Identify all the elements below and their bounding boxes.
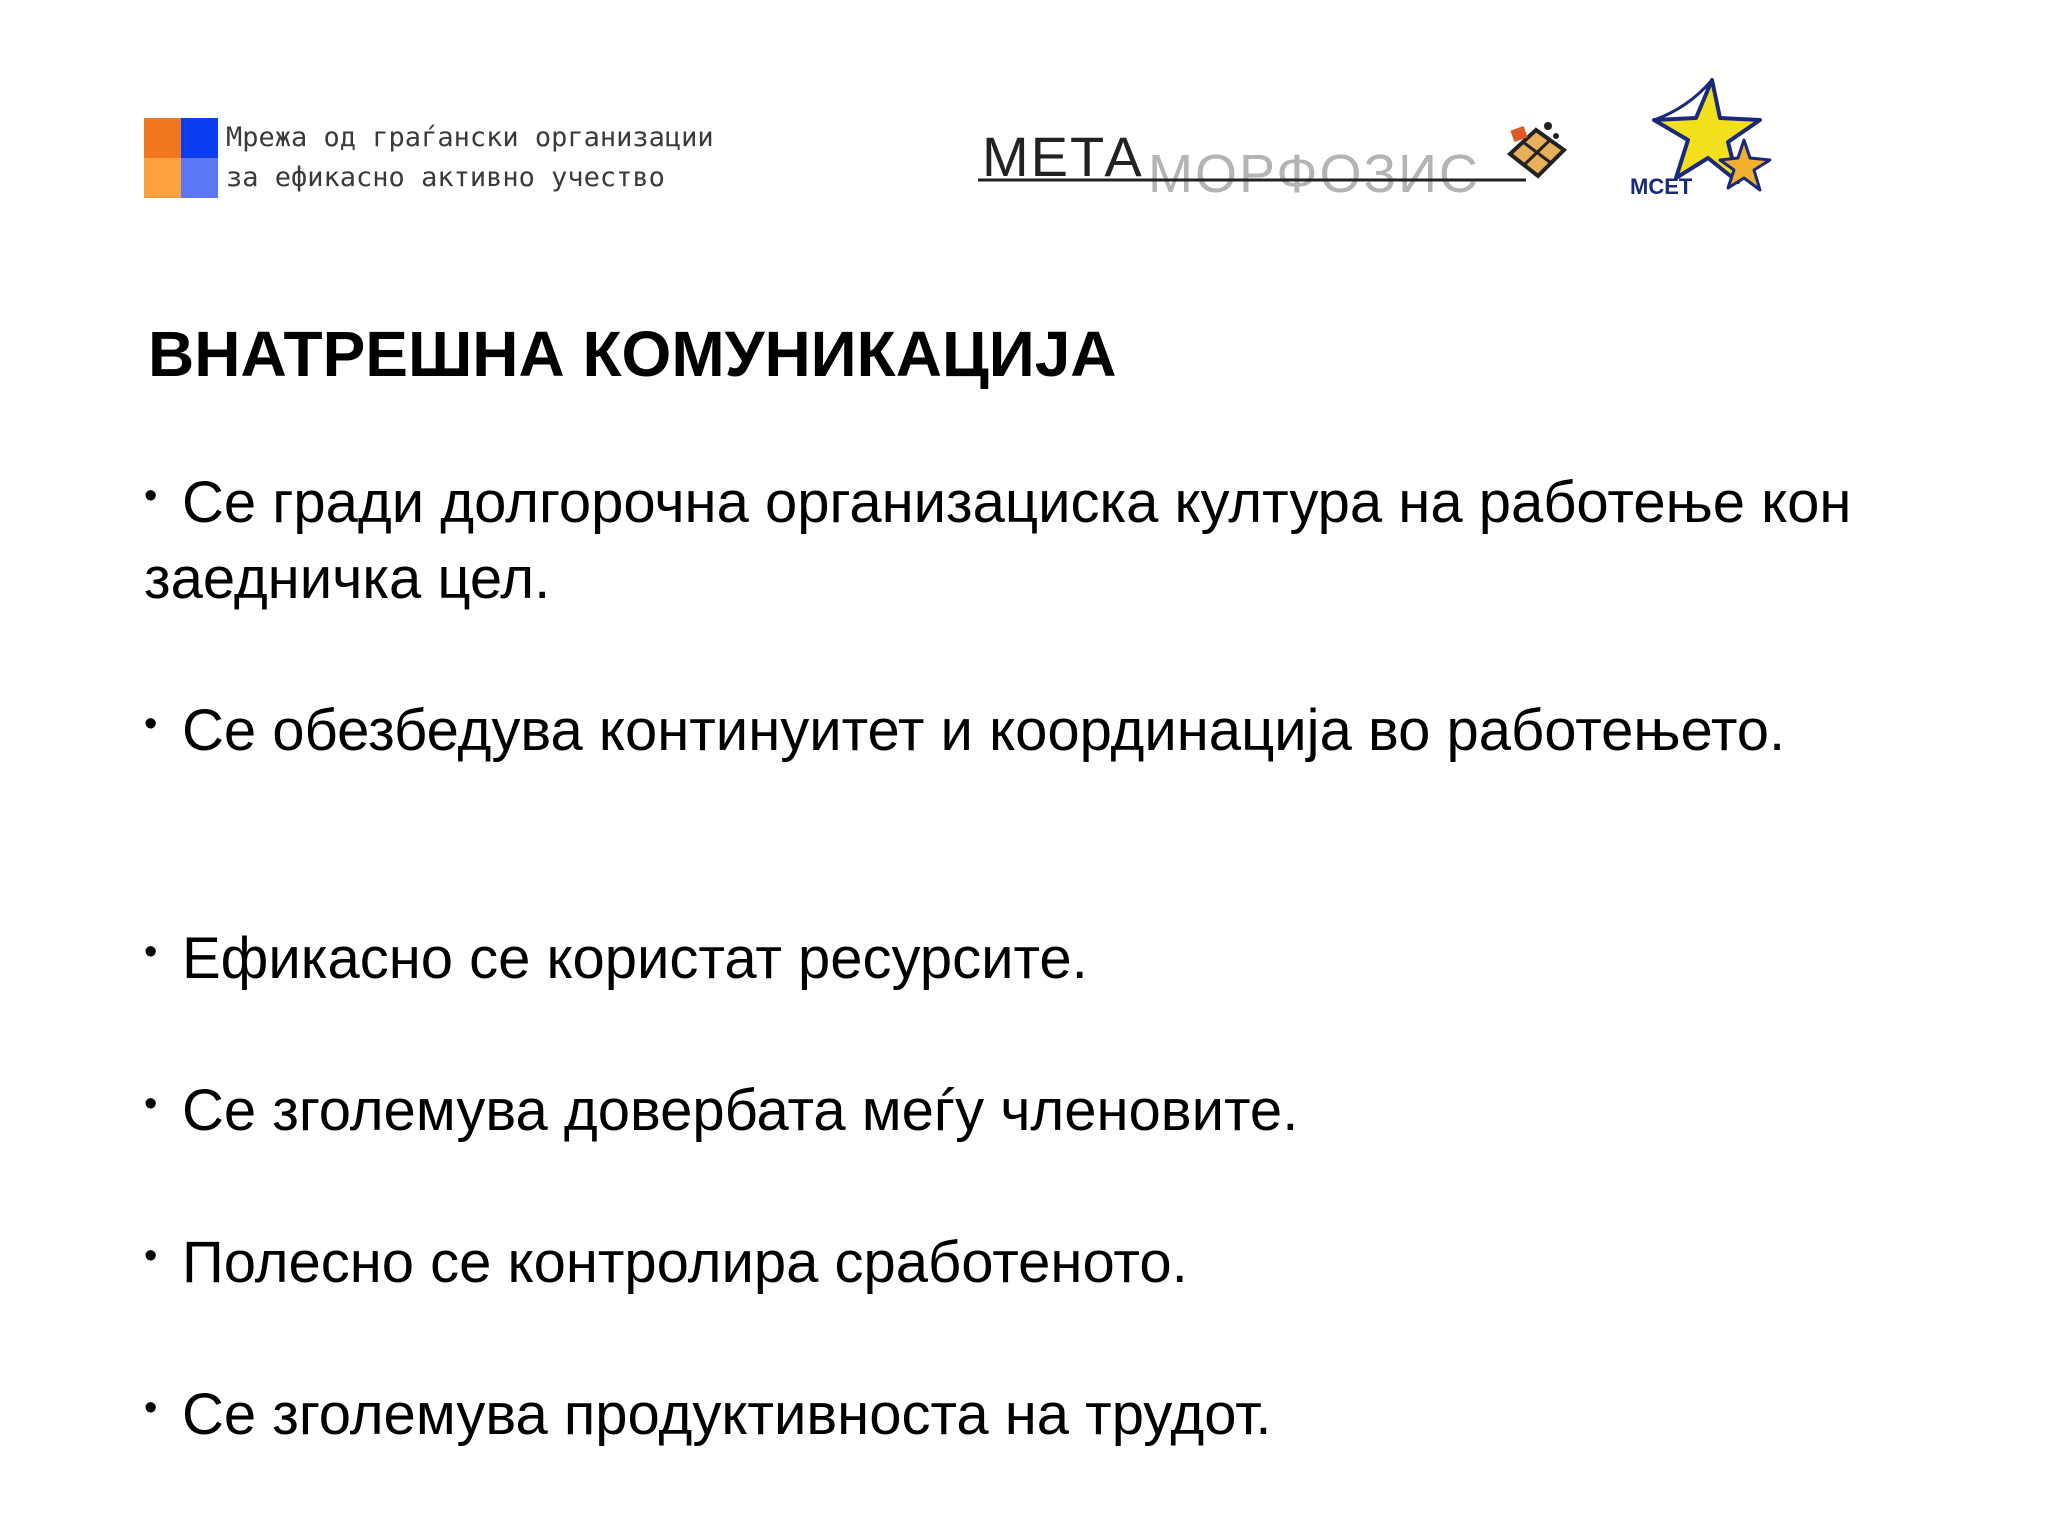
network-logo-line2: за ефикасно активно учество: [226, 162, 665, 193]
bullet-dot-icon: •: [144, 1083, 158, 1125]
metamorfozis-cube-icon: [1510, 122, 1564, 176]
network-logo: [144, 118, 784, 200]
bullet-dot-icon: •: [144, 1235, 158, 1277]
slide-title: ВНАТРЕШНА КОМУНИКАЦИЈА: [148, 318, 1117, 390]
network-logo-text: [226, 118, 714, 198]
bullet-item: [144, 1066, 1944, 1149]
bullet-item: [144, 914, 1944, 997]
bullet-text: Се зголемува довербата меѓу членовите.: [182, 1078, 1299, 1143]
mcet-logo-label: МСЕТ: [1630, 174, 1693, 199]
bullet-dot-icon: •: [144, 931, 158, 973]
bullet-text: Ефикасно се користат ресурсите.: [182, 926, 1088, 991]
bullet-item: [144, 458, 1944, 617]
network-logo-squares-icon: [144, 118, 218, 198]
bullet-item: [144, 1370, 1944, 1453]
network-logo-line1: Мрежа од граѓански организации: [226, 122, 714, 153]
bullet-item: [144, 686, 1944, 769]
bullet-dot-icon: •: [144, 703, 158, 745]
bullet-dot-icon: •: [144, 1387, 158, 1429]
bullet-item: [144, 1218, 1944, 1301]
metamorfozis-logo: [978, 116, 1574, 200]
mcet-logo: [1628, 78, 1784, 200]
bullet-dot-icon: •: [144, 475, 158, 517]
meta-logo-part2: МОРФОЗИС: [1148, 144, 1480, 200]
bullet-text: Се зголемува продуктивноста на трудот.: [182, 1382, 1272, 1447]
bullet-text: Полесно се контролира сработеното.: [182, 1230, 1188, 1295]
bullet-text: Се обезбедува континуитет и координација во работењето.: [182, 698, 1786, 763]
bullet-text: Се гради долгорочна организациска култура на работење кон заедничка цел.: [144, 470, 1852, 611]
meta-logo-part1: МЕТА: [982, 125, 1144, 188]
